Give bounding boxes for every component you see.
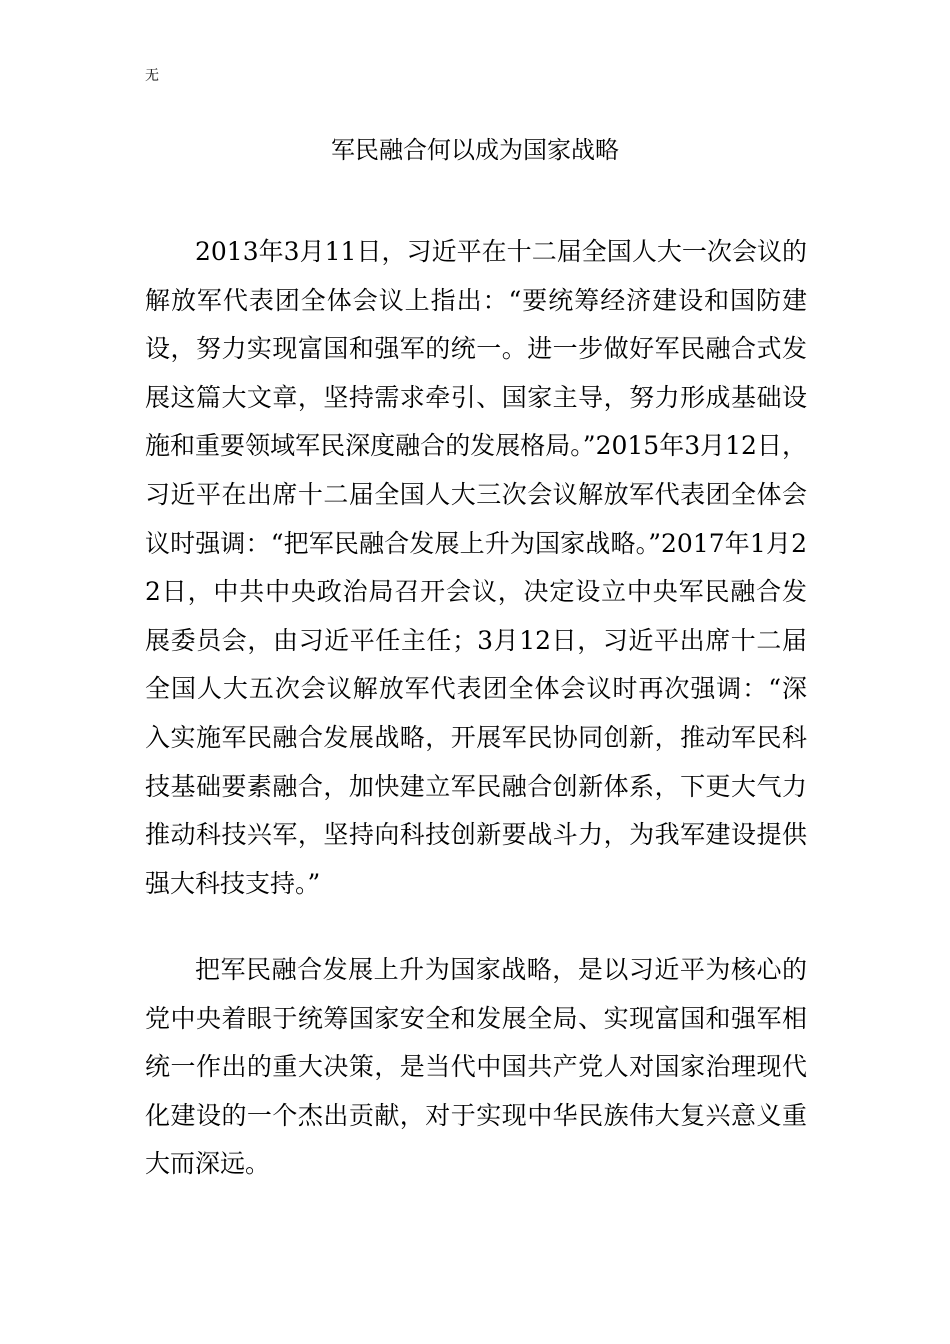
body-paragraph-1: 2013年3月11日，习近平在十二届全国人大一次会议的解放军代表团全体会议上指出：“要统筹经济建设和国防建设，努力实现富国和强军的统一。进一步做好军民融合式发展这篇大文章，坚持需求牵引、国家主导，努力形成基础设施和重要领域军民深度融合的发展格局。”2015年3月12日，习近平在出席十二届全国人大三次会议解放军代表团全体会议时强调：“把军民融合发展上升为国家战略。”2017年1月22日，中共中央政治局召开会议，决定设立中央军民融合发展委员会，由习近平任主任；3月12日，习近平出席十二届全国人大五次会议解放军代表团全体会议时再次强调：“深入实施军民融合发展战略，开展军民协同创新，推动军民科技基础要素融合，加快建立军民融合创新体系，下更大气力推动科技兴军，坚持向科技创新要战斗力，为我军建设提供强大科技支持。” [145, 237, 807, 898]
document-title: 军民融合何以成为国家战略 [331, 136, 619, 164]
body-paragraph-2: 把军民融合发展上升为国家战略，是以习近平为核心的党中央着眼于统筹国家安全和发展全局、实现富国和强军相统一作出的重大决策，是当代中国共产党人对国家治理现代化建设的一个杰出贡献，对于实现中华民族伟大复兴意义重大而深远。 [145, 955, 807, 1179]
header-mark: 无 [145, 68, 159, 84]
